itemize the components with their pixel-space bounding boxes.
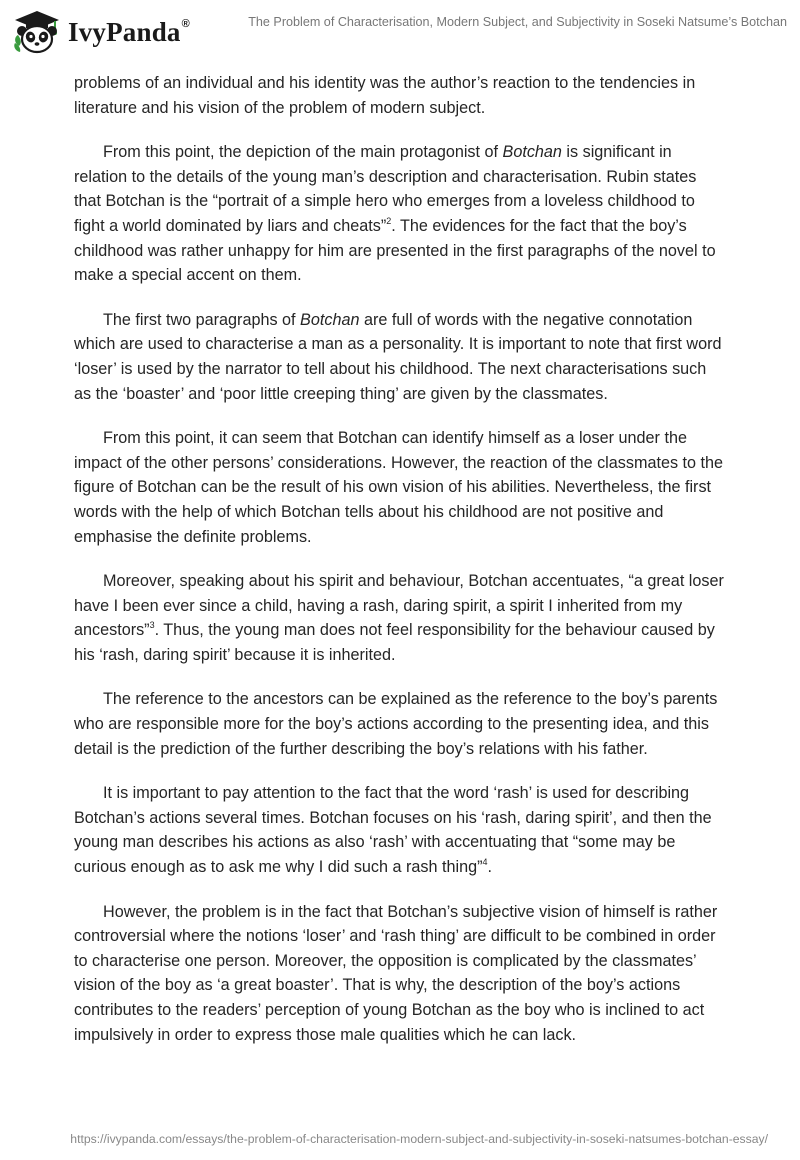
footnote-marker[interactable]: 2 [386,215,392,226]
paragraph: It is important to pay attention to the fact that the word ‘rash’ is used for describing Botchan’s actions several times. Botchan focuses on his ‘rash, daring spirit’, and then the young man describes his actions as also ‘rash’ with accentuating that “some may be curious enough as to ask me why I did such a rash thing”$^4$. [74,784,712,877]
paragraph: problems of an individual and his identity was the author’s reaction to the tendencies in literature and his vision of the problem of modern subject. [74,74,696,117]
page-header [0,0,800,66]
paragraph: However, the problem is in the fact that Botchan’s subjective vision of himself is rather controversial where the notions ‘loser’ and ‘rash thing’ are difficult to be combined in order to characterise one person. Moreover, the opposition is complicated by the classmates’ vision of the boy as ‘a great boaster’. That is why, the description of the boy’s actions contributes to the readers’ perception of young Botchan as the boy who is inclined to act impulsively in order to express those male qualities which he can lack. [74,902,718,1044]
essay-body [74,71,724,1047]
paragraph: Moreover, speaking about his spirit and behaviour, Botchan accentuates, “a great loser have I been ever since a child, having a rash, daring spirit, a spirit I inherited from my ancestors”$^3$. Thus, the young man does not feel responsibility for the behaviour caused by his ‘rash, daring spirit’ because it is inherited. [74,572,724,664]
paragraph: From this point, the depiction of the main protagonist of Botchan is significant in relation to the details of the young man’s description and characterisation. Rubin states that Botchan is the “portrait of a simple hero who emerges from a loveless childhood to fight a world dominated by liars and cheats”$^2$. The evidences for the fact that the boy’s childhood was rather unhappy for him are presented in the first paragraphs of the novel to make a special accent on them. [74,143,716,285]
footnote-marker[interactable]: 4 [482,857,488,868]
paragraph: The first two paragraphs of Botchan are full of words with the negative connotation which are used to characterise a man as a personality. It is important to note that first word ‘loser’ is used by the narrator to tell about his childhood. The next characterisations such as the ‘boaster’ and ‘poor little creeping thing’ are given by the classmates. [74,310,722,403]
paragraph: The reference to the ancestors can be explained as the reference to the boy’s parents who are responsible more for the boy’s actions according to the presenting idea, and this detail is the prediction of the further describing the boy’s relations with his father. [74,690,718,758]
ivypanda-logo[interactable] [12,10,190,54]
source-url[interactable]: https://ivypanda.com/essays/the-problem-of-characterisation-modern-subject-and-subjectivity-in-soseki-natsumes-botchan-essay/ [70,1132,768,1146]
document-title: The Problem of Characterisation, Modern Subject, and Subjectivity in Soseki Natsume’s Botchan [248,15,787,29]
panda-graduate-icon [12,10,62,54]
brand-name: IvyPanda® [68,16,190,47]
footnote-marker[interactable]: 3 [149,620,155,631]
paragraph: From this point, it can seem that Botchan can identify himself as a loser under the impact of the other persons’ considerations. However, the reaction of the classmates to the figure of Botchan can be the result of his own vision of his abilities. Nevertheless, the first words with the help of which Botchan tells about his childhood are not positive and emphasise the definite problems. [74,429,724,546]
